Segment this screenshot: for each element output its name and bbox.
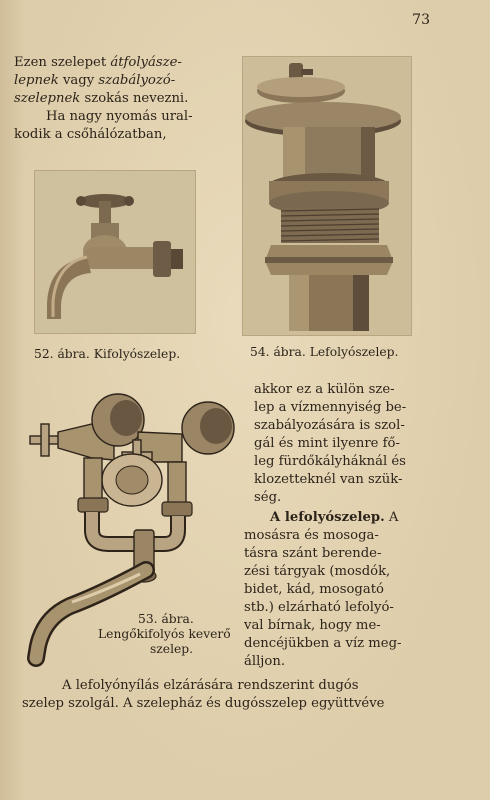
text-line: szabályozására is szol- <box>254 418 405 433</box>
text-line: leg fürdőkályháknál és <box>254 454 406 469</box>
figure-52-faucet <box>34 170 196 334</box>
text-line: ség. <box>254 490 282 505</box>
text-line: lepnek vagy szabályozó- <box>14 73 176 88</box>
figure-54-caption: 54. ábra. Lefolyószelep. <box>250 345 399 359</box>
text-line: stb.) elzárható lefolyó- <box>244 600 394 615</box>
text-line: zési tárgyak (mosdók, <box>244 564 391 579</box>
text-line: val bírnak, hogy me- <box>244 618 381 633</box>
figure-52-caption: 52. ábra. Kifolyószelep. <box>34 347 181 361</box>
text-line: A lefolyónyílás elzárására rendszerint dugós <box>62 678 359 693</box>
figure-54-drain-valve <box>242 56 412 336</box>
figure-53-caption-line1: 53. ábra. <box>138 612 194 626</box>
section-heading-line: A lefolyószelep. A <box>270 510 399 525</box>
page-number: 73 <box>412 12 430 28</box>
text-line: kodik a csőhálózatban, <box>14 127 167 142</box>
section-heading: A lefolyószelep. <box>270 510 385 525</box>
text-line: gál és mint ilyenre fő- <box>254 436 400 451</box>
figure-53-caption-line3: szelep. <box>150 642 194 656</box>
text-line: Ha nagy nyomás ural- <box>46 109 193 124</box>
text-line: akkor ez a külön sze- <box>254 382 395 397</box>
text-line: lep a vízmennyiség be- <box>254 400 407 415</box>
text-line: klozetteknél van szük- <box>254 472 403 487</box>
text-line: álljon. <box>244 654 286 669</box>
text-line: bidet, kád, mosogató <box>244 582 384 597</box>
text-line: mosásra és mosoga- <box>244 528 379 543</box>
text-line: szelep szolgál. A szelepház és dugósszelep együttvéve <box>22 696 385 711</box>
text-line: Ezen szelepet átfolyásze- <box>14 55 182 70</box>
text-line: tásra szánt berende- <box>244 546 382 561</box>
figure-53-caption-line2: Lengőkifolyós keverő <box>98 627 231 641</box>
text-line: szelepnek szokás nevezni. <box>14 91 189 106</box>
text-line: dencéjükben a víz meg- <box>244 636 402 651</box>
